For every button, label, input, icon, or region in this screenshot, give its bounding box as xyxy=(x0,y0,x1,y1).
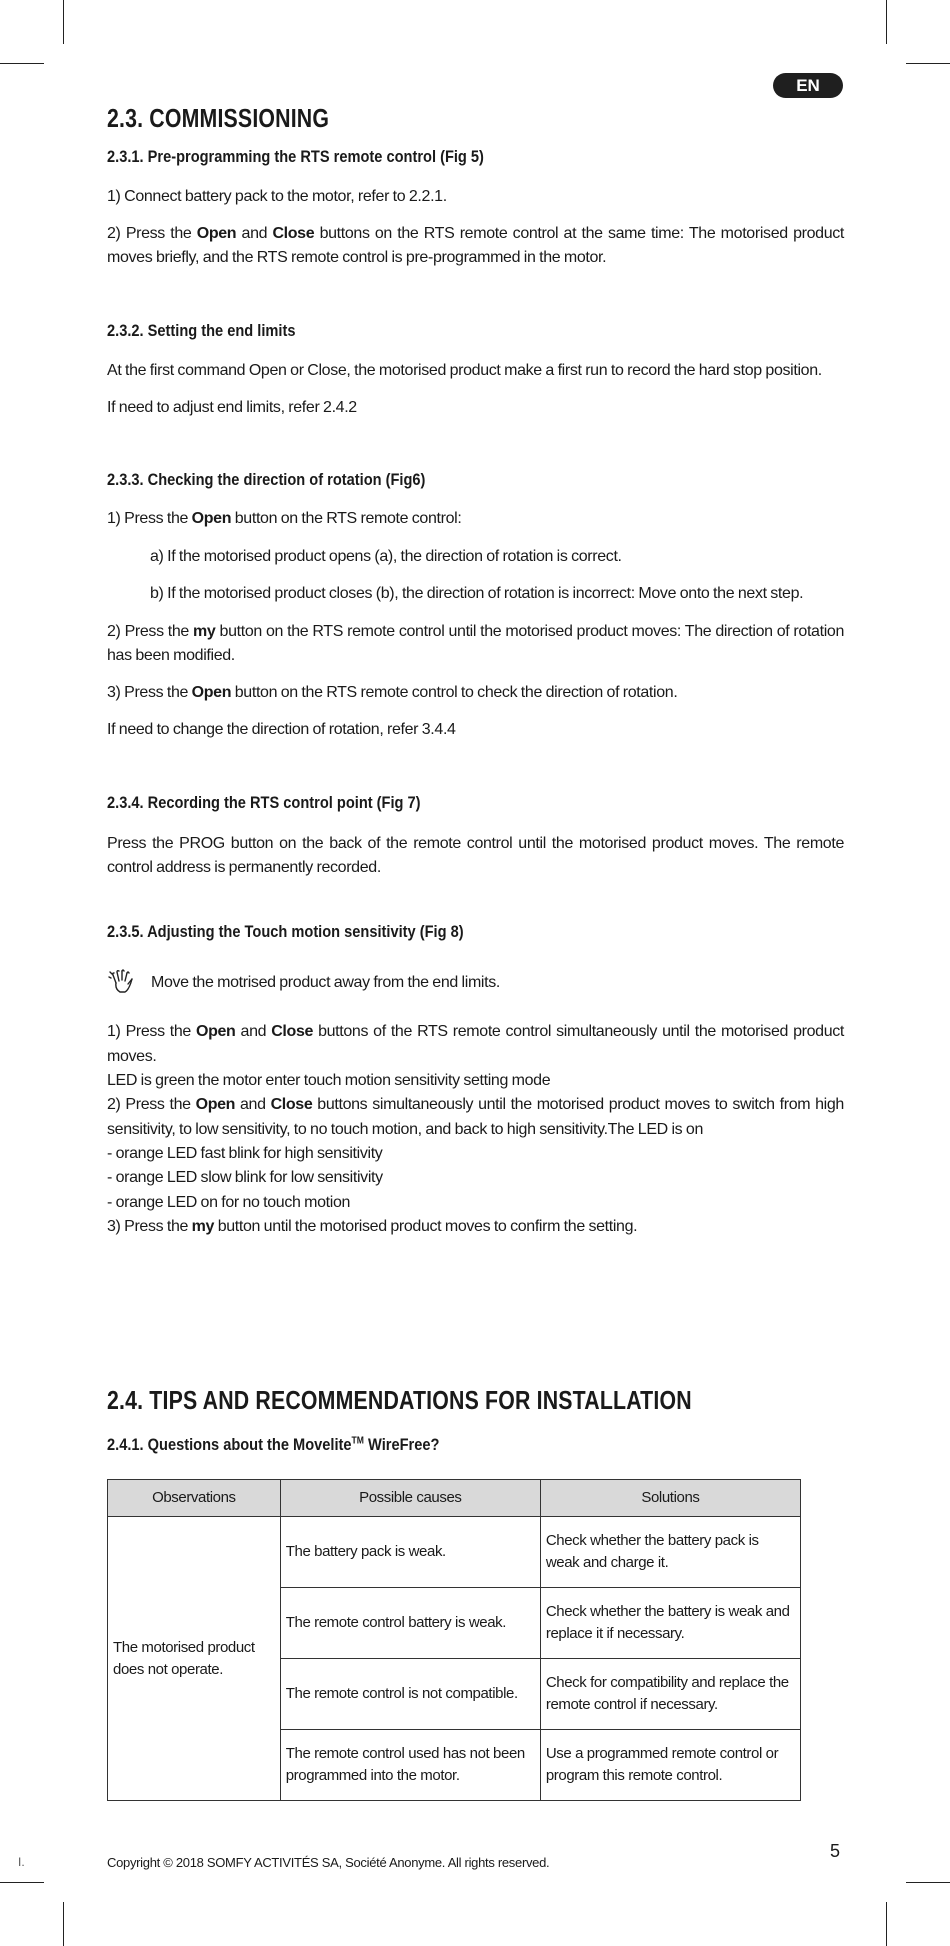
solution-cell: Check whether the battery pack is weak and charge it. xyxy=(540,1517,800,1588)
subsection-title-2-4-1: 2.4.1. Questions about the Movelite™ WireFree? xyxy=(107,1435,440,1454)
paragraph: 1) Connect battery pack to the motor, refer to 2.2.1. xyxy=(107,188,447,205)
crop-mark xyxy=(0,63,44,64)
crop-mark xyxy=(906,63,950,64)
observation-cell: The motorised product does not operate. xyxy=(108,1517,281,1801)
paragraph: Press the PROG button on the back of the remote control until the motorised product moves. The remote control address is permanently recorded. xyxy=(107,835,844,876)
subsection-title-2-3-4: 2.3.4. Recording the RTS control point (Fig 7) xyxy=(107,793,421,812)
list-item: - orange LED slow blink for low sensitivity xyxy=(107,1169,383,1186)
cause-cell: The battery pack is weak. xyxy=(280,1517,540,1588)
column-header: Solutions xyxy=(540,1480,800,1517)
column-header: Possible causes xyxy=(280,1480,540,1517)
list-item: - orange LED fast blink for high sensitivity xyxy=(107,1145,383,1162)
crop-mark xyxy=(886,0,887,44)
subsection-title-2-3-1: 2.3.1. Pre-programming the RTS remote control (Fig 5) xyxy=(107,147,484,166)
note-text: Move the motrised product away from the end limits. xyxy=(151,974,500,991)
subsection-title-2-3-2: 2.3.2. Setting the end limits xyxy=(107,321,296,340)
solution-cell: Check for compatibility and replace the remote control if necessary. xyxy=(540,1659,800,1730)
subsection-title-2-3-3: 2.3.3. Checking the direction of rotation (Fig6) xyxy=(107,470,426,489)
section-title-2-4: 2.4. TIPS AND RECOMMENDATIONS FOR INSTALLATION xyxy=(107,1385,692,1415)
cause-cell: The remote control battery is weak. xyxy=(280,1588,540,1659)
paragraph: LED is green the motor enter touch motion sensitivity setting mode xyxy=(107,1072,551,1089)
paragraph: If need to adjust end limits, refer 2.4.2 xyxy=(107,399,357,416)
crop-mark xyxy=(886,1902,887,1946)
table-header-row xyxy=(108,1480,801,1517)
paragraph: If need to change the direction of rotation, refer 3.4.4 xyxy=(107,721,456,738)
paragraph: a) If the motorised product opens (a), the direction of rotation is correct. xyxy=(150,548,622,565)
hand-icon xyxy=(107,967,137,997)
paragraph: 2) Press the Open and Close buttons on the RTS remote control at the same time: The motorised product moves briefly, and the RTS remote control is pre-programmed in the motor. xyxy=(107,225,844,266)
crop-mark xyxy=(63,0,64,44)
paragraph: b) If the motorised product closes (b), the direction of rotation is incorrect: Move onto the next step. xyxy=(150,585,804,602)
troubleshooting-table xyxy=(107,1479,801,1801)
table-row xyxy=(108,1517,801,1588)
paragraph: 1) Press the Open button on the RTS remote control: xyxy=(107,510,462,527)
solution-cell: Use a programmed remote control or program this remote control. xyxy=(540,1730,800,1801)
paragraph: At the first command Open or Close, the motorised product make a first run to record the hard stop position. xyxy=(107,362,822,379)
crop-mark xyxy=(0,1882,44,1883)
paragraph: 2) Press the my button on the RTS remote control until the motorised product moves: The direction of rotation has been modified. xyxy=(107,623,844,664)
crop-mark xyxy=(63,1902,64,1946)
paragraph: 1) Press the Open and Close buttons of the RTS remote control simultaneously until the motorised product moves. xyxy=(107,1023,845,1065)
cause-cell: The remote control used has not been programmed into the motor. xyxy=(280,1730,540,1801)
column-header: Observations xyxy=(108,1480,281,1517)
page-number: 5 xyxy=(830,1841,841,1861)
list-item: - orange LED on for no touch motion xyxy=(107,1194,351,1211)
solution-cell: Check whether the battery is weak and replace it if necessary. xyxy=(540,1588,800,1659)
cause-cell: The remote control is not compatible. xyxy=(280,1659,540,1730)
language-badge: EN xyxy=(773,73,843,98)
paragraph: 3) Press the Open button on the RTS remote control to check the direction of rotation. xyxy=(107,684,678,701)
copyright-notice: Copyright © 2018 SOMFY ACTIVITÉS SA, Société Anonyme. All rights reserved. xyxy=(107,1855,550,1870)
crop-mark xyxy=(906,1882,950,1883)
paragraph: 2) Press the Open and Close buttons simultaneously until the motorised product moves to switch from high sensitivity, to low sensitivity, to no touch motion, and back to high sensitivity.The LED is on xyxy=(107,1096,844,1138)
subsection-title-2-3-5: 2.3.5. Adjusting the Touch motion sensitivity (Fig 8) xyxy=(107,922,464,941)
paragraph: 3) Press the my button until the motorised product moves to confirm the setting. xyxy=(107,1218,638,1235)
section-title-2-3: 2.3. COMMISSIONING xyxy=(107,103,330,133)
print-marker: I. xyxy=(18,1855,25,1869)
